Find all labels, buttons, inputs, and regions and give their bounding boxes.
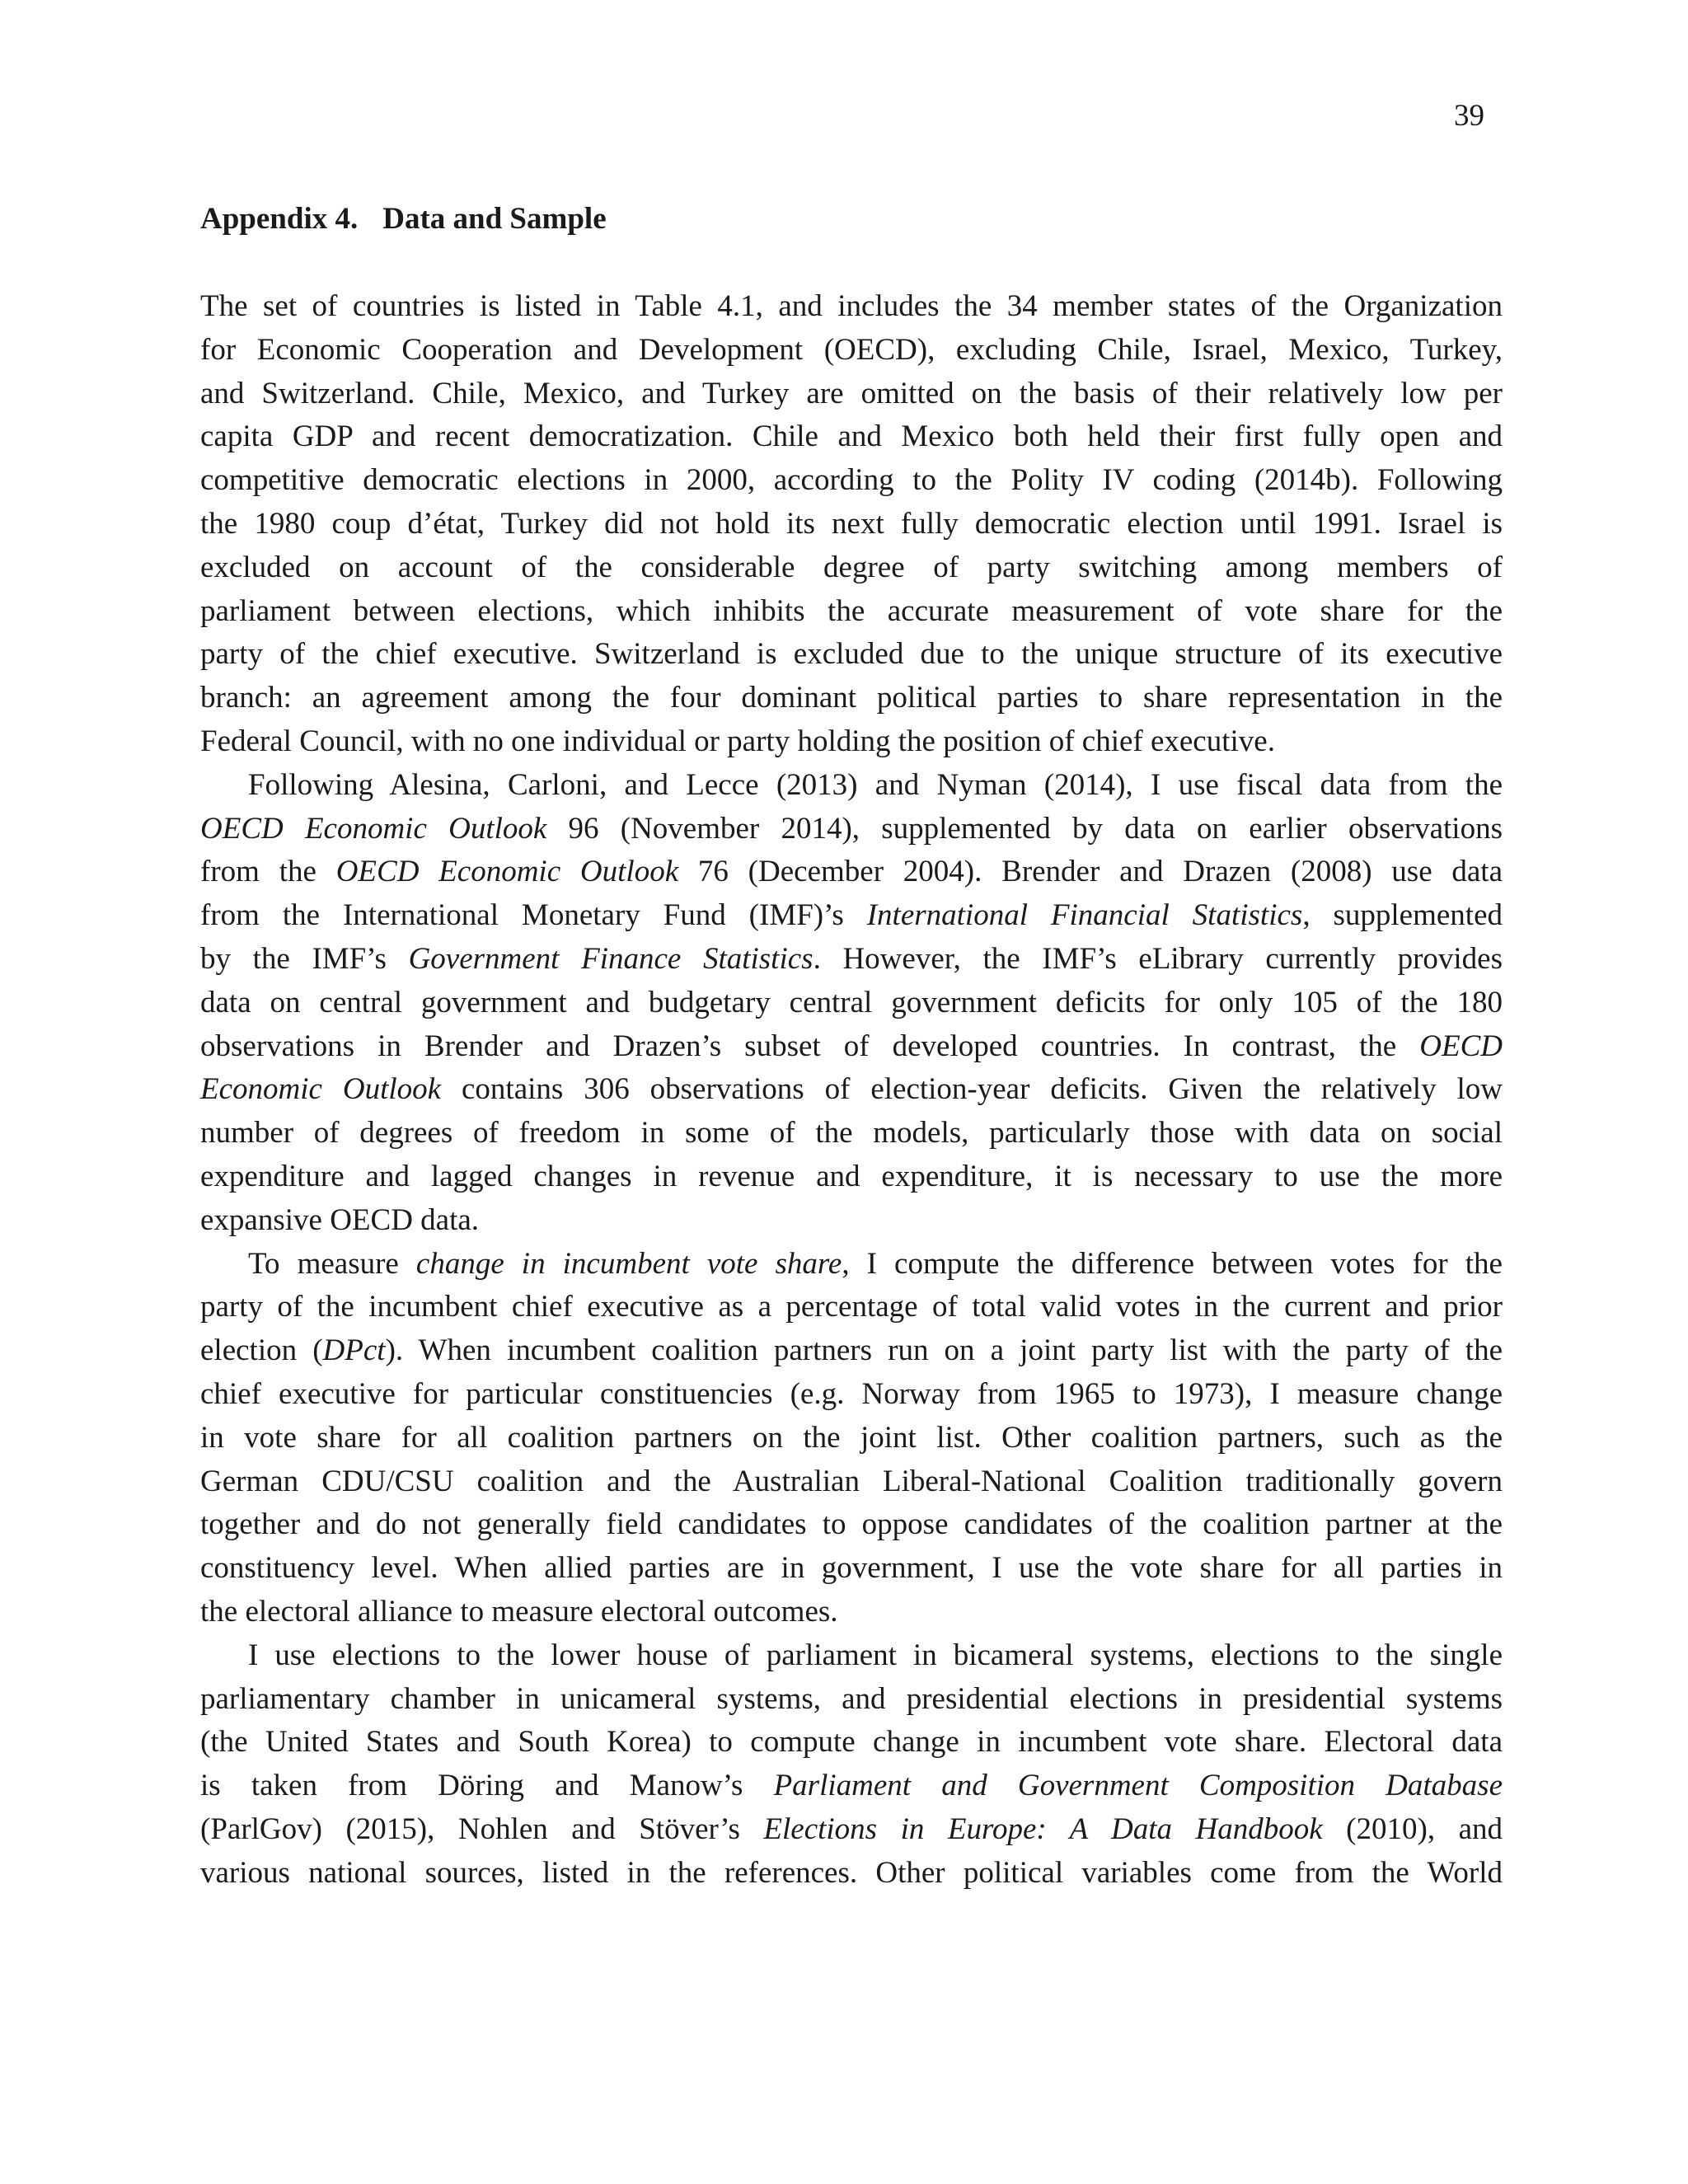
text-segment: from the (200, 855, 336, 889)
text-line (200, 1678, 1503, 1722)
text-segment: expansive OECD data. (200, 1202, 480, 1237)
text-line (200, 851, 1503, 894)
text-segment: . However, the IMF’s eLibrary currently provides (813, 941, 1503, 976)
text-line (200, 1765, 1503, 1808)
italic-text: OECD (1419, 1029, 1503, 1063)
text-line (200, 1199, 1503, 1243)
text-segment: branch: an agreement among the four dominant political parties to share representation in the (200, 681, 1503, 715)
body-text (200, 285, 1503, 1895)
text-line (200, 1634, 1503, 1678)
text-line (200, 720, 1503, 764)
text-segment: capita GDP and recent democratization. Chile and Mexico both held their first fully open and (200, 419, 1503, 454)
italic-text: DPct (322, 1333, 386, 1368)
text-segment: for Economic Cooperation and Development (OECD), excluding Chile, Israel, Mexico, Turkey, (200, 332, 1503, 367)
text-segment: excluded on account of the considerable degree of party switching among members of (200, 550, 1503, 584)
text-line (200, 1286, 1503, 1329)
text-line (200, 1155, 1503, 1199)
italic-text: Economic Outlook (200, 1072, 442, 1107)
text-line (200, 764, 1503, 808)
italic-text: change in incumbent vote share (415, 1246, 842, 1281)
text-segment: party of the incumbent chief executive as a percentage of total valid votes in the current and prior (200, 1290, 1503, 1324)
italic-text: Government Finance Statistics (408, 941, 814, 976)
text-line (200, 285, 1503, 329)
text-line (200, 808, 1503, 851)
text-line (200, 459, 1503, 503)
text-segment: ). When incumbent coalition partners run on a joint party list with the party of the (385, 1333, 1503, 1368)
text-segment: Federal Council, with no one individual or party holding the position of chief executive. (200, 724, 1275, 758)
text-segment: observations in Brender and Drazen’s subset of developed countries. In contrast, the (200, 1029, 1420, 1063)
text-line (200, 503, 1503, 546)
text-line (200, 1373, 1503, 1417)
appendix-label: Appendix 4. (200, 202, 359, 236)
text-segment: The set of countries is listed in Table 4.1, and includes the 34 member states of the Organization (200, 289, 1503, 323)
text-segment: various national sources, listed in the references. Other political variables come from the World (200, 1855, 1503, 1890)
text-line (200, 1068, 1503, 1112)
italic-text: OECD Economic Outlook (200, 811, 547, 846)
text-line (200, 1591, 1503, 1634)
page-number: 39 (1454, 99, 1484, 133)
italic-text: Elections in Europe: A Data Handbook (763, 1811, 1323, 1846)
text-segment: data on central government and budgetary central government deficits for only 105 of the 180 (200, 985, 1503, 1019)
text-line (200, 1503, 1503, 1547)
text-segment: together and do not generally field candidates to oppose candidates of the coalition partner at the (200, 1507, 1503, 1542)
appendix-heading (200, 201, 607, 237)
text-segment: I use elections to the lower house of parliament in bicameral systems, elections to the single (248, 1638, 1503, 1672)
text-line (200, 1025, 1503, 1069)
text-line (200, 633, 1503, 677)
text-segment: 76 (December 2004). Brender and Drazen (2008) use data (678, 855, 1503, 889)
italic-text: International Financial Statistics (866, 898, 1303, 933)
text-segment: (ParlGov) (2015), Nohlen and Stöver’s (200, 1811, 764, 1846)
text-line (200, 1460, 1503, 1504)
text-line (200, 1852, 1503, 1896)
text-segment: contains 306 observations of election-year deficits. Given the relatively low (441, 1072, 1503, 1107)
text-segment: German CDU/CSU coalition and the Australian Liberal-National Coalition traditionally govern (200, 1464, 1503, 1498)
italic-text: OECD Economic Outlook (335, 855, 679, 889)
text-line (200, 982, 1503, 1025)
text-segment: chief executive for particular constituencies (e.g. Norway from 1965 to 1973), I measure change (200, 1376, 1503, 1411)
text-segment: competitive democratic elections in 2000, according to the Polity IV coding (2014b). Following (200, 463, 1503, 498)
text-line (200, 373, 1503, 416)
text-line (200, 938, 1503, 982)
text-line (200, 677, 1503, 720)
text-line (200, 1808, 1503, 1852)
text-line (200, 1721, 1503, 1765)
text-line (200, 546, 1503, 590)
text-segment: the electoral alliance to measure electoral outcomes. (200, 1594, 838, 1629)
text-segment: (the United States and South Korea) to compute change in incumbent vote share. Electoral data (200, 1725, 1503, 1760)
text-segment: , supplemented (1302, 898, 1503, 933)
text-segment: parliament between elections, which inhibits the accurate measurement of vote share for the (200, 593, 1503, 628)
text-line (200, 1417, 1503, 1460)
text-segment: the 1980 coup d’état, Turkey did not hold its next fully democratic election until 1991. Israel is (200, 506, 1503, 541)
italic-text: Parliament and Government Composition Database (773, 1769, 1503, 1803)
text-segment: To measure (248, 1246, 416, 1281)
text-segment: Following Alesina, Carloni, and Lecce (2013) and Nyman (2014), I use fiscal data from the (248, 767, 1503, 802)
text-segment: , I compute the difference between votes for the (842, 1246, 1503, 1281)
text-line (200, 590, 1503, 634)
text-line (200, 1243, 1503, 1286)
text-line (200, 1329, 1503, 1373)
text-segment: election ( (200, 1333, 323, 1368)
text-segment: in vote share for all coalition partners on the joint list. Other coalition partners, such as the (200, 1420, 1503, 1455)
text-segment: expenditure and lagged changes in revenue and expenditure, it is necessary to use the more (200, 1159, 1503, 1193)
text-line (200, 329, 1503, 373)
text-line (200, 1112, 1503, 1155)
text-line (200, 415, 1503, 459)
text-segment: from the International Monetary Fund (IMF)’s (200, 898, 867, 933)
text-segment: constituency level. When allied parties are in government, I use the vote share for all parties in (200, 1551, 1503, 1586)
text-segment: is taken from Döring and Manow’s (200, 1769, 774, 1803)
text-segment: parliamentary chamber in unicameral systems, and presidential elections in presidential systems (200, 1681, 1503, 1716)
text-segment: by the IMF’s (200, 941, 409, 976)
text-segment: number of degrees of freedom in some of the models, particularly those with data on social (200, 1116, 1503, 1151)
text-line (200, 1547, 1503, 1591)
text-segment: 96 (November 2014), supplemented by data on earlier observations (546, 811, 1503, 846)
text-segment: and Switzerland. Chile, Mexico, and Turkey are omitted on the basis of their relatively low per (200, 376, 1503, 410)
text-line (200, 894, 1503, 938)
text-segment: (2010), and (1322, 1811, 1503, 1846)
text-segment: party of the chief executive. Switzerland is excluded due to the unique structure of its executive (200, 637, 1503, 672)
appendix-title: Data and Sample (382, 202, 607, 236)
